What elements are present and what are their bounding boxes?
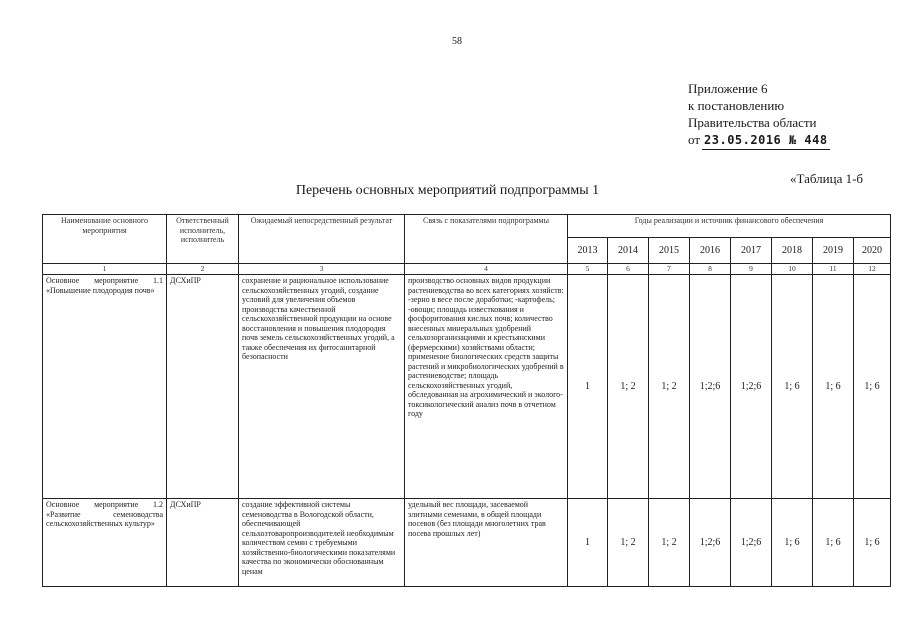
year-cell: 2019	[813, 238, 854, 264]
year-cell: 2017	[731, 238, 772, 264]
activity-result: создание эффективной системы семеноводства в Вологодской области, обеспечивающей сельхозтоваропроизводителей необходимым количеством семян с требуемыми хозяйственно-биологическими показателями качества по экономически обоснованным ценам	[239, 499, 405, 587]
year-value: 1;2;6	[731, 499, 772, 587]
column-number: 3	[239, 264, 405, 275]
column-number: 5	[568, 264, 608, 275]
activity-indicators: производство основных видов продукции растениеводства во всех категориях хозяйств: -зерно в весе после доработки; -картофель; -овощи; площадь известкования и фосфоритования кислых почв; количество внесенных минеральных удобрений сельхозорганизациями и крестьянскими (фермерскими) хозяйствами области; применение биологических средств защиты растений и микробиологических удобрений в растениеводстве; площадь сельскохозяйственных угодий, обследованная на агрохимический и эколого-токсикологический анализ почв в отчетном году	[405, 275, 568, 499]
approval-line-1: Приложение 6	[688, 81, 768, 96]
column-number: 1	[43, 264, 167, 275]
column-number: 9	[731, 264, 772, 275]
column-number-row	[43, 264, 891, 275]
activities-table	[42, 214, 891, 587]
header-row	[43, 215, 891, 238]
year-value: 1; 6	[772, 499, 813, 587]
header-result: Ожидаемый непосредственный результат	[239, 215, 405, 264]
year-value: 1	[568, 275, 608, 499]
approval-date-stamp: 23.05.2016 № 448	[702, 132, 830, 150]
year-cell: 2020	[854, 238, 891, 264]
year-cell: 2014	[608, 238, 649, 264]
column-number: 2	[167, 264, 239, 275]
year-cell: 2018	[772, 238, 813, 264]
year-value: 1;2;6	[690, 499, 731, 587]
column-number: 8	[690, 264, 731, 275]
approval-line-3: Правительства области	[688, 115, 817, 130]
year-value: 1;2;6	[690, 275, 731, 499]
year-value: 1	[568, 499, 608, 587]
activity-executor: ДСХиПР	[167, 275, 239, 499]
year-value: 1; 2	[608, 275, 649, 499]
activity-executor: ДСХиПР	[167, 499, 239, 587]
column-number: 12	[854, 264, 891, 275]
column-number: 11	[813, 264, 854, 275]
year-value: 1; 6	[772, 275, 813, 499]
year-cell: 2015	[649, 238, 690, 264]
column-number: 4	[405, 264, 568, 275]
activity-name: Основное мероприятие 1.2 «Развитие семеноводства сельскохозяйственных культур»	[43, 499, 167, 587]
approval-line-2: к постановлению	[688, 98, 785, 113]
year-value: 1; 2	[608, 499, 649, 587]
table-row	[43, 499, 891, 587]
year-value: 1; 6	[813, 499, 854, 587]
column-number: 6	[608, 264, 649, 275]
table-row	[43, 275, 891, 499]
header-executor: Ответственный исполнитель, исполнитель	[167, 215, 239, 264]
document-title-text: Перечень основных мероприятий подпрограммы 1	[295, 183, 600, 198]
year-value: 1; 6	[854, 275, 891, 499]
table-reference: «Таблица 1-б	[790, 171, 864, 186]
year-value: 1; 6	[854, 499, 891, 587]
activity-name: Основное мероприятие 1.1 «Повышение плодородия почв»	[43, 275, 167, 499]
year-value: 1; 6	[813, 275, 854, 499]
document-title	[0, 183, 905, 199]
page-number: 58	[452, 36, 462, 47]
activity-indicators: удельный вес площади, засеваемой элитными семенами, в общей площади посевов (без площади многолетних трав посева прошлых лет)	[405, 499, 568, 587]
activity-result: сохранение и рациональное использование сельскохозяйственных угодий, создание условий для увеличения объемов производства качественной сельскохозяйственной продукции на основе восстановления и повышения плодородия почв земель сельскохозяйственных угодий, а также обеспечения их фитосанитарной безопасности	[239, 275, 405, 499]
year-value: 1; 2	[649, 275, 690, 499]
approval-date-prefix: от	[688, 132, 701, 147]
header-name: Наименование основного мероприятия	[43, 215, 167, 264]
header-indicators: Связь с показателями подпрограммы	[405, 215, 568, 264]
year-value: 1;2;6	[731, 275, 772, 499]
year-cell: 2013	[568, 238, 608, 264]
approval-block	[688, 80, 830, 150]
column-number: 7	[649, 264, 690, 275]
approval-date-line	[688, 131, 830, 150]
year-cell: 2016	[690, 238, 731, 264]
year-value: 1; 2	[649, 499, 690, 587]
header-years-group: Годы реализации и источник финансового обеспечения	[568, 215, 891, 238]
column-number: 10	[772, 264, 813, 275]
